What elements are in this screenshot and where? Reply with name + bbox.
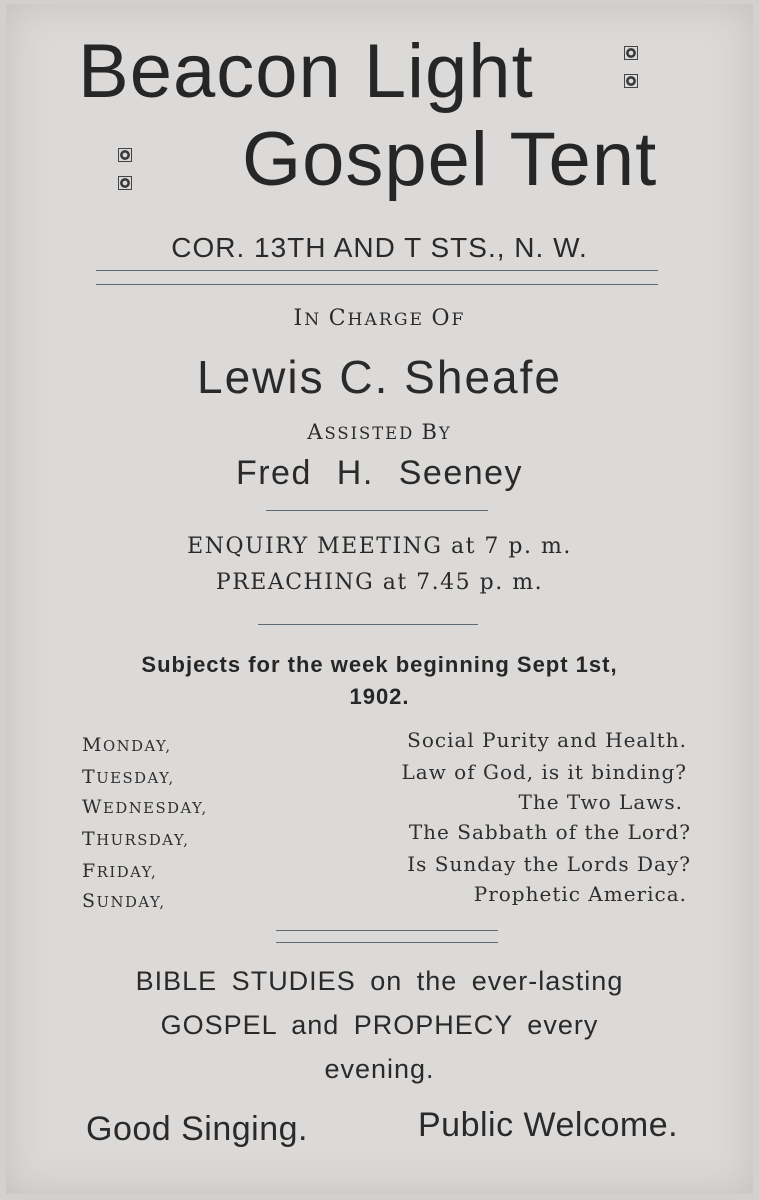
in-charge-label: IN CHARGE OF (293, 306, 466, 331)
schedule-day: TUESDAY, (82, 766, 175, 788)
title-line-1: Beacon Light (78, 29, 534, 114)
public-welcome: Public Welcome. (418, 1106, 679, 1144)
bible-studies-line-1: BIBLE STUDIES on the ever-lasting (135, 966, 624, 996)
ornament-icon (624, 46, 638, 60)
divider (276, 930, 498, 931)
good-singing: Good Singing. (86, 1110, 308, 1148)
week-year: 1902. (349, 684, 410, 709)
preaching-time: PREACHING at 7.45 p. m. (215, 570, 544, 595)
schedule-subject: Social Purity and Health. (407, 728, 687, 752)
week-heading: Subjects for the week beginning Sept 1st, (141, 652, 618, 677)
schedule-day: WEDNESDAY, (82, 796, 208, 818)
divider (258, 624, 478, 625)
schedule-subject: Prophetic America. (473, 882, 687, 906)
divider (96, 270, 658, 271)
schedule-day: THURSDAY, (82, 828, 190, 850)
title-line-2: Gospel Tent (242, 117, 658, 202)
leader-name: Lewis C. Sheafe (197, 351, 562, 403)
schedule-subject: The Sabbath of the Lord? (408, 820, 691, 844)
ornament-icon (624, 74, 638, 88)
divider (276, 942, 498, 943)
schedule-subject: Is Sunday the Lords Day? (407, 852, 691, 876)
assistant-name: Fred H. Seeney (235, 454, 524, 492)
ornament-icon (118, 176, 132, 190)
bible-studies-line-2: GOSPEL and PROPHECY every (160, 1010, 599, 1040)
schedule-day: SUNDAY, (82, 890, 166, 912)
divider (96, 284, 658, 285)
enquiry-meeting: ENQUIRY MEETING at 7 p. m. (187, 534, 572, 559)
schedule-day: MONDAY, (82, 734, 172, 756)
divider (266, 510, 488, 511)
bible-studies-line-3: evening. (324, 1054, 435, 1084)
schedule-day: FRIDAY, (82, 860, 158, 882)
schedule-subject: Law of God, is it binding? (401, 760, 687, 784)
assisted-by-label: ASSISTED BY (307, 420, 452, 444)
ornament-icon (118, 148, 132, 162)
schedule-subject: The Two Laws. (518, 790, 683, 814)
address: COR. 13TH AND T STS., N. W. (171, 232, 588, 263)
